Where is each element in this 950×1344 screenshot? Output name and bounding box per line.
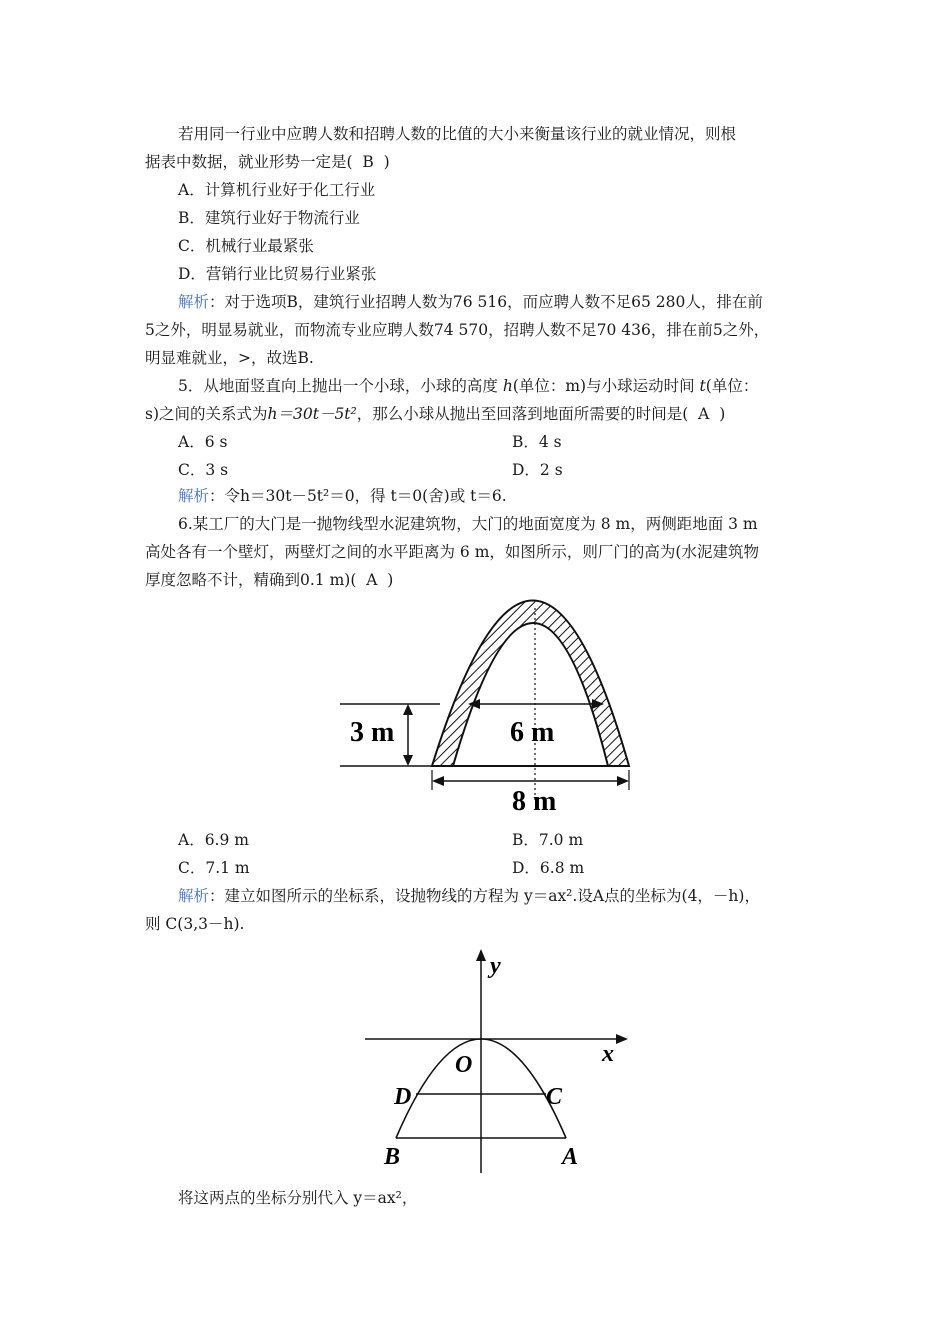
q6-option-b: B．7.0 m [512,831,584,849]
label-a: A [562,1144,579,1170]
q4-option-d: D．营销行业比贸易行业紧张 [178,265,377,283]
label-8m: 8 m [512,786,557,817]
analysis-label: 解析 [178,293,210,311]
gate-figure [340,598,650,823]
label-6m: 6 m [510,717,555,748]
q6-option-a: A．6.9 m [178,831,249,849]
q5-option-b: B．4 s [512,433,562,451]
label-b: B [384,1144,401,1170]
q4-analysis-line2: 5之外，明显易就业，而物流专业应聘人数74 570，招聘人数不足70 436，排在前5之外， [145,321,770,339]
q4-analysis-line3: 明显难就业，>，故选B. [145,349,314,367]
q6-analysis-line2: 则 C(3,3－h). [145,915,245,933]
analysis-label: 解析 [178,487,210,505]
q4-stem-line1: 若用同一行业中应聘人数和招聘人数的比值的大小来衡量该行业的就业情况，则根 [178,125,737,143]
q6-analysis-line1: 解析：建立如图所示的坐标系，设抛物线的方程为 y＝ax².设A点的坐标为(4，－h)， [178,887,760,905]
q4-option-a: A．计算机行业好于化工行业 [178,181,376,199]
q6-stem-line1: 6.某工厂的大门是一抛物线型水泥建筑物，大门的地面宽度为 8 m，两侧距地面 3 m [178,515,758,533]
label-3m: 3 m [350,717,395,748]
q5-analysis: 解析：令h＝30t－5t²＝0，得 t＝0(舍)或 t＝6. [178,487,507,505]
q6-option-c: C．7.1 m [178,859,250,877]
label-d: D [394,1084,412,1110]
q5-option-c: C．3 s [178,461,229,479]
label-c: C [546,1084,563,1110]
q6-stem-line2: 高处各有一个壁灯，两壁灯之间的水平距离为 6 m，如图所示，则厂门的高为(水泥建筑物 [145,543,759,561]
q4-option-b: B．建筑行业好于物流行业 [178,209,360,227]
q5-stem-line1: 5．从地面竖直向上抛出一个小球，小球的高度 h(单位：m)与小球运动时间 t(单位： [178,377,759,395]
analysis-label: 解析 [178,887,210,905]
coordinate-figure [350,945,640,1175]
q4-analysis-line1: 解析：对于选项B，建筑行业招聘人数为76 516，而应聘人数不足65 280人，排在前 [178,293,763,311]
q6-stem-line3: 厚度忽略不计，精确到0.1 m)( A ) [145,571,394,589]
q5-stem-line2: s)之间的关系式为h＝30t－5t²，那么小球从抛出至回落到地面所需要的时间是( A ) [145,405,726,423]
q6-final-line: 将这两点的坐标分别代入 y＝ax²， [178,1189,418,1207]
q4-option-c: C．机械行业最紧张 [178,237,314,255]
q5-option-d: D．2 s [512,461,563,479]
q5-option-a: A．6 s [178,433,228,451]
q6-option-d: D．6.8 m [512,859,585,877]
label-o: O [455,1052,473,1078]
x-axis-label: x [602,1041,614,1067]
y-axis-label: y [490,953,501,979]
q4-stem-line2: 据表中数据，就业形势一定是( B ) [145,153,390,171]
